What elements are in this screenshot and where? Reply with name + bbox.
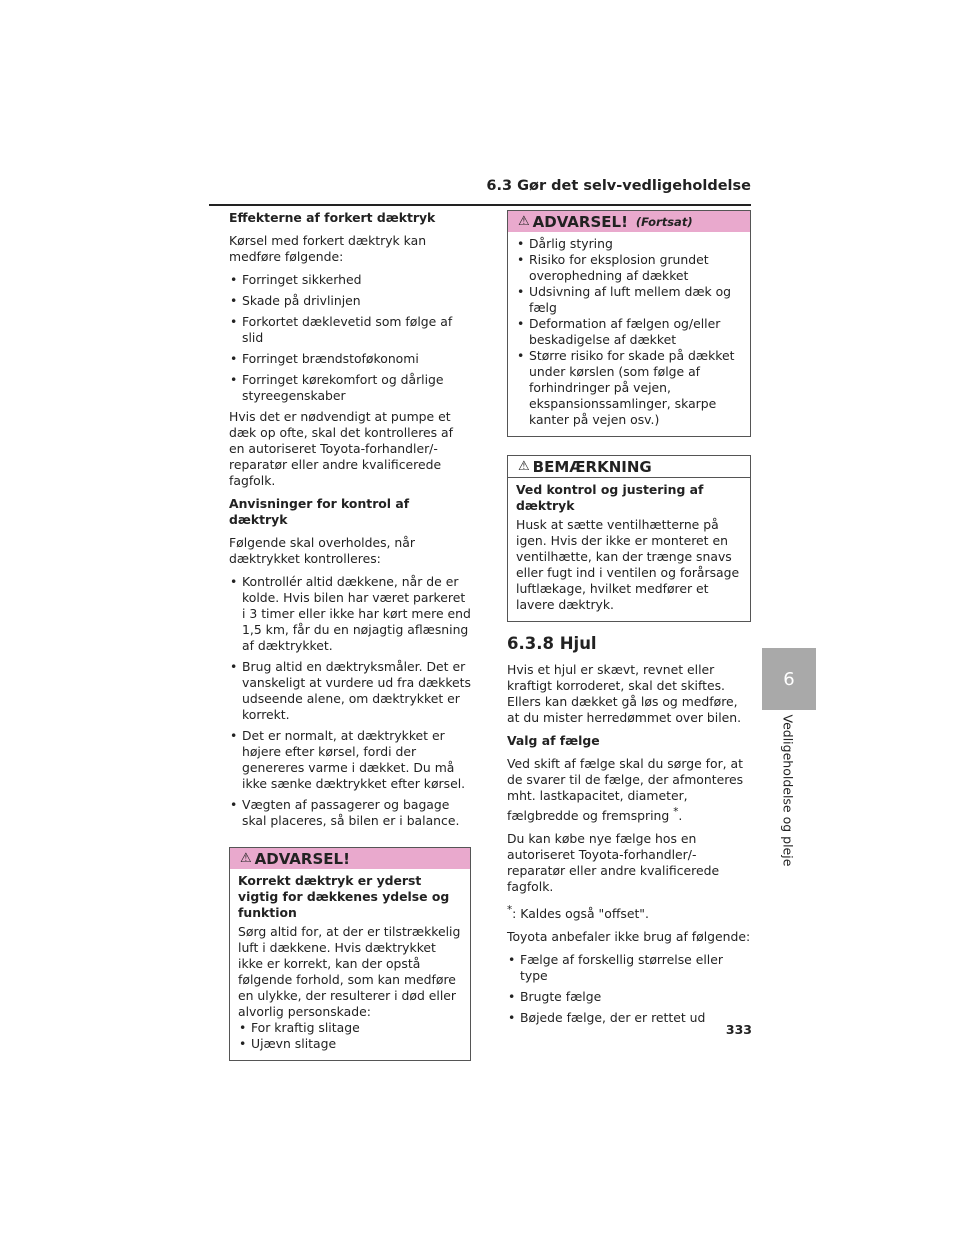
paragraph: Følgende skal overholdes, når dæktrykket kontrolleres: <box>229 535 415 566</box>
rim-list <box>507 952 751 1026</box>
list-item: • Vægten af passagerer og bagage skal placeres, så bilen er i balance. <box>229 797 471 829</box>
page-number: 333 <box>725 1022 752 1037</box>
list-item: • For kraftig slitage <box>238 1020 462 1036</box>
effects-list <box>229 272 471 404</box>
footnote-marker: * <box>673 806 679 818</box>
warning-triangle-icon: ⚠ <box>518 458 530 474</box>
list-item: • Forringet kørekomfort og dårlige styreegenskaber <box>229 372 471 404</box>
list-item: • Deformation af fælgen og/eller beskadigelse af dækket <box>516 316 742 348</box>
notice-header <box>508 456 750 478</box>
paragraph: Kørsel med forkert dæktryk kan medføre følgende: <box>229 233 427 264</box>
warning-header <box>230 848 470 869</box>
list-item: • Det er normalt, at dæktrykket er højere efter kørsel, fordi der genereres varme i dækket. Du må ikke sænke dæktrykket efter kørsel. <box>229 728 471 792</box>
notice-text: Husk at sætte ventilhætterne på igen. Hvis der ikke er monteret en ventilhætte, kan der trænge snavs eller fugt ind i ventilen og forårsage luftlækage, hvilket medfører et lavere dæktryk. <box>516 517 740 612</box>
continued-label: (Fortsat) <box>635 214 693 229</box>
warning-list <box>238 1020 462 1052</box>
list-item: • Fælge af forskellig størrelse eller type <box>507 952 751 984</box>
warning-body <box>230 869 470 1060</box>
paragraph: Hvis det er nødvendigt at pumpe et dæk op ofte, skal det kontrolleres af en autoriseret Toyota-forhandler/-reparatør eller andre kvalificerede fagfolk. <box>229 409 454 488</box>
right-column <box>507 210 751 1031</box>
header-rule <box>209 204 751 206</box>
warning-triangle-icon: ⚠ <box>518 213 530 229</box>
chapter-side-text: Vedligeholdelse og pleje <box>780 714 796 867</box>
header-title: 6.3 Gør det selv-vedligeholdelse <box>486 178 751 194</box>
subheading-instructions: Anvisninger for kontrol af dæktryk <box>229 496 410 527</box>
warning-title: ADVARSEL! <box>532 212 628 231</box>
warning-bold-text: Korrekt dæktryk er yderst vigtig for dækkenes ydelse og funktion <box>238 873 450 920</box>
subheading-effects: Effekterne af forkert dæktryk <box>229 210 436 225</box>
footnote-marker: * <box>507 904 513 917</box>
list-item: • Bøjede fælge, der er rettet ud <box>507 1010 751 1026</box>
list-item: • Udsivning af luft mellem dæk og fælg <box>516 284 742 316</box>
chapter-tab: 6 <box>762 648 816 710</box>
list-item: • Brug altid en dæktryksmåler. Det er vanskeligt at vurdere ud fra dækkets udseende alene, om dæktrykket er korrekt. <box>229 659 471 723</box>
warning-list <box>516 236 742 428</box>
list-item: • Ujævn slitage <box>238 1036 462 1052</box>
notice-box <box>507 455 751 622</box>
section-title: 6.3.8 Hjul <box>507 634 597 653</box>
notice-body <box>508 478 750 621</box>
warning-box <box>229 847 471 1061</box>
paragraph: Toyota anbefaler ikke brug af følgende: <box>507 929 751 945</box>
warning-header <box>508 211 750 232</box>
footnote <box>507 902 751 922</box>
list-item: • Brugte fælge <box>507 989 751 1005</box>
footnote-text: : Kaldes også "offset". <box>512 906 649 922</box>
paragraph: Du kan købe nye fælge hos en autoriseret Toyota-forhandler/-reparatør eller andre kvalificerede fagfolk. <box>507 831 720 895</box>
paragraph <box>507 756 751 824</box>
warning-body <box>508 232 750 436</box>
list-item: • Forkortet dæklevetid som følge af slid <box>229 314 471 346</box>
instructions-list <box>229 574 471 829</box>
list-item: • Skade på drivlinjen <box>229 293 471 309</box>
page-header <box>209 176 751 206</box>
list-item: • Risiko for eksplosion grundet overophedning af dækket <box>516 252 742 284</box>
list-item: • Større risiko for skade på dækket under kørslen (som følge af forhindringer på vejen, ekspansionssamlinger, skarpe kanter på vejen osv.) <box>516 348 742 428</box>
warning-triangle-icon: ⚠ <box>240 850 252 866</box>
left-column <box>229 210 471 1061</box>
list-item: • Forringet sikkerhed <box>229 272 471 288</box>
list-item: • Dårlig styring <box>516 236 742 252</box>
paragraph: Hvis et hjul er skævt, revnet eller kraftigt korroderet, skal det skiftes. Ellers kan dækket gå løs og medføre, at du mister herredømmet over bilen. <box>507 662 742 725</box>
notice-bold-text: Ved kontrol og justering af dæktryk <box>516 482 704 513</box>
notice-title: BEMÆRKNING <box>532 457 652 476</box>
warning-text: Sørg altid for, at der er tilstrækkelig luft i dækkene. Hvis dæktrykket ikke er korrekt, kan der opstå følgende forhold, som kan medføre en ulykke, der resulterer i død eller alvorlig personskade: <box>238 924 461 1019</box>
list-item: • Forringet brændstoføkonomi <box>229 351 471 367</box>
paragraph-text: Ved skift af fælge skal du sørge for, at de svarer til de fælge, der afmonteres mht. lastkapacitet, diameter, fælgbredde og fremspring <box>507 756 744 824</box>
warning-continued-box <box>507 210 751 437</box>
warning-title: ADVARSEL! <box>254 849 350 868</box>
paragraph-end: . <box>678 808 683 824</box>
chapter-side-label <box>779 716 797 866</box>
subheading-rim-choice: Valg af fælge <box>507 733 600 748</box>
list-item: • Kontrollér altid dækkene, når de er kolde. Hvis bilen har været parkeret i 3 timer eller ikke har kørt mere end 1,5 km, får du en nøjagtig aflæsning af dæktrykket. <box>229 574 471 654</box>
